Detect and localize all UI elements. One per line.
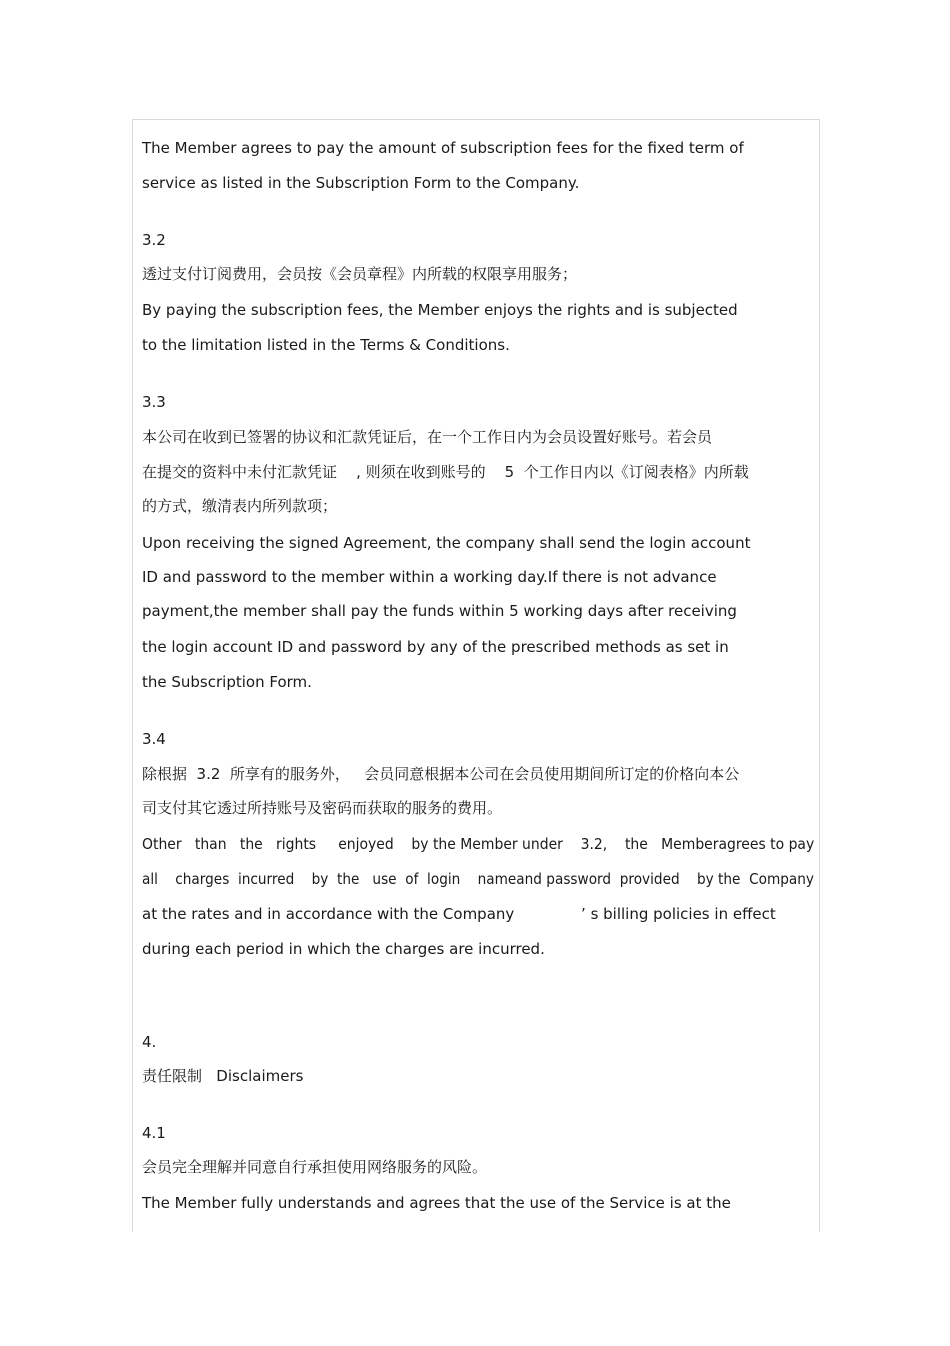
text-line: The Member agrees to pay the amount of subscription fees for the fixed term of xyxy=(142,139,744,157)
section-number: 4.1 xyxy=(142,1124,166,1142)
section-number: 3.3 xyxy=(142,393,166,411)
text-line: during each period in which the charges are incurred. xyxy=(142,940,545,958)
text-line: 在提交的资料中未付汇款凭证 , 则须在收到账号的 5 个工作日内以《订阅表格》内所载 xyxy=(142,463,749,481)
text-line: 的方式，缴清表内所列款项； xyxy=(142,497,338,515)
text-line: 除根据 3.2 所享有的服务外， 会员同意根据本公司在会员使用期间所订定的价格向本公 xyxy=(142,765,740,783)
text-line: 透过支付订阅费用，会员按《会员章程》内所载的权限享用服务； xyxy=(142,265,578,283)
text-line: at the rates and in accordance with the Company ’ s billing policies in effect xyxy=(142,905,776,923)
text-line: Upon receiving the signed Agreement, the company shall send the login account xyxy=(142,534,751,552)
text-line: By paying the subscription fees, the Member enjoys the rights and is subjected xyxy=(142,301,738,319)
text-line: 本公司在收到已签署的协议和汇款凭证后，在一个工作日内为会员设置好账号。若会员 xyxy=(142,428,713,446)
text-line: all charges incurred by the use of login nameand password provided by the Company xyxy=(142,870,814,888)
text-line: 会员完全理解并同意自行承担使用网络服务的风险。 xyxy=(142,1158,488,1176)
text-line: to the limitation listed in the Terms & Conditions. xyxy=(142,336,510,354)
section-number: 3.2 xyxy=(142,231,166,249)
text-line: service as listed in the Subscription Form to the Company. xyxy=(142,174,580,192)
section-heading: 责任限制 Disclaimers xyxy=(142,1067,304,1085)
text-line: 司支付其它透过所持账号及密码而获取的服务的费用。 xyxy=(142,799,503,817)
text-line: the Subscription Form. xyxy=(142,673,312,691)
text-line: the login account ID and password by any of the prescribed methods as set in xyxy=(142,638,729,656)
section-number: 4. xyxy=(142,1033,157,1051)
text-line: The Member fully understands and agrees that the use of the Service is at the xyxy=(142,1194,731,1212)
text-line: Other than the rights enjoyed by the Member under 3.2, the Memberagrees to pay xyxy=(142,835,815,853)
text-line: ID and password to the member within a working day.If there is not advance xyxy=(142,568,717,586)
section-number: 3.4 xyxy=(142,730,166,748)
text-line: payment,the member shall pay the funds within 5 working days after receiving xyxy=(142,602,737,620)
